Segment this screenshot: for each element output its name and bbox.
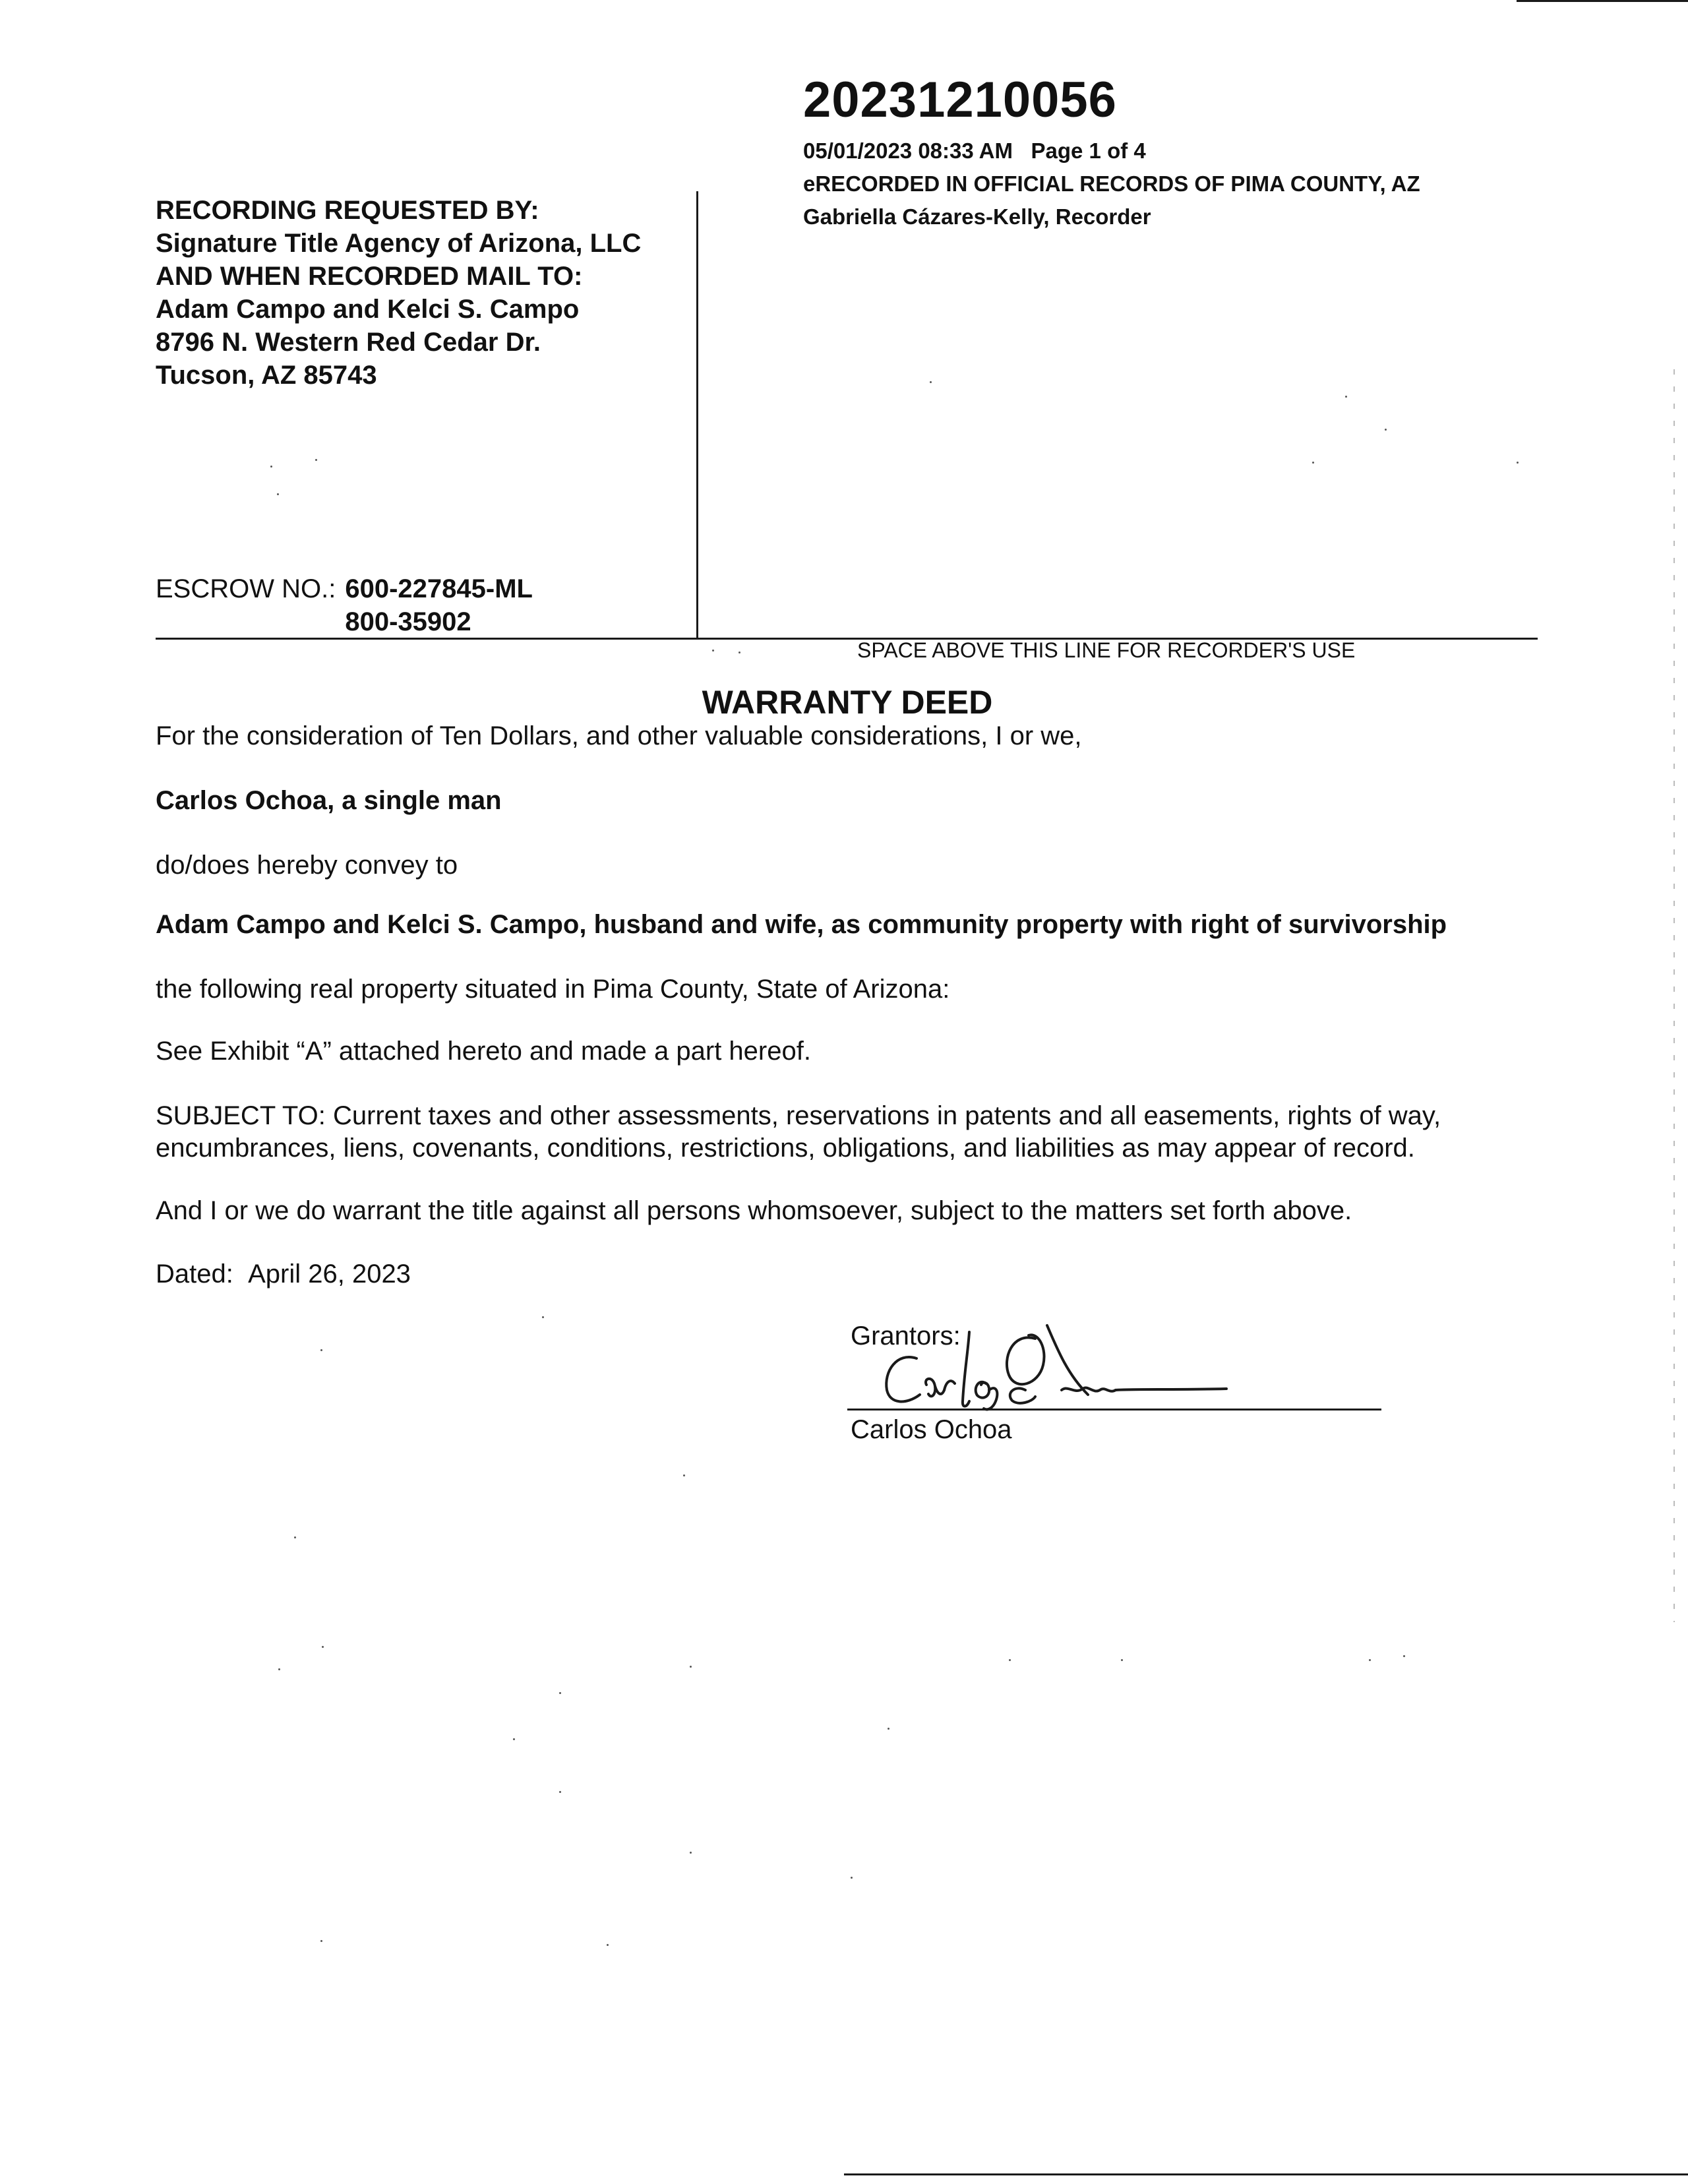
scan-speck <box>1121 1659 1123 1661</box>
scan-speck <box>888 1728 889 1730</box>
warrant-text: And I or we do warrant the title against all persons whomsoever, subject to the matters set forth above. <box>156 1196 1352 1225</box>
escrow-number-2: 800-35902 <box>345 607 471 636</box>
requested-by: Signature Title Agency of Arizona, LLC <box>156 229 642 258</box>
header-divider-vertical <box>696 191 698 638</box>
space-above-note: SPACE ABOVE THIS LINE FOR RECORDER'S USE <box>857 638 1356 662</box>
scan-speck <box>320 1349 322 1351</box>
scan-speck <box>1517 462 1519 464</box>
handwritten-signature <box>870 1312 1279 1424</box>
dated-line <box>156 1259 411 1289</box>
scan-speck <box>1369 1659 1371 1661</box>
property-text: the following real property situated in Pima County, State of Arizona: <box>156 975 950 1004</box>
scan-speck <box>513 1738 515 1740</box>
scan-speck <box>690 1852 692 1854</box>
recorder-name: Gabriella Cázares-Kelly, Recorder <box>803 204 1151 229</box>
mail-to-city: Tucson, AZ 85743 <box>156 361 377 390</box>
scan-speck <box>559 1791 561 1793</box>
scan-speck <box>1312 462 1314 464</box>
scan-edge-marks <box>1673 369 1675 1622</box>
scan-edge-rule-bottom <box>844 2173 1688 2175</box>
dated-label: Dated: <box>156 1259 233 1289</box>
scan-edge-rule-top <box>1517 0 1688 2</box>
scan-speck <box>559 1692 561 1694</box>
scan-speck <box>712 650 714 652</box>
grantor-text: Carlos Ochoa, a single man <box>156 786 502 815</box>
deed-title: WARRANTY DEED <box>702 684 993 721</box>
signature-line <box>847 1409 1381 1410</box>
scan-speck <box>690 1666 692 1668</box>
scan-speck <box>738 652 740 653</box>
escrow-number-1: 600-227845-ML <box>345 574 533 603</box>
recording-date-line <box>803 138 1146 164</box>
scan-speck <box>1345 396 1347 398</box>
grantee-text: Adam Campo and Kelci S. Campo, husband and wife, as community property with right of survivorship <box>156 910 1447 939</box>
scan-speck <box>278 1668 280 1670</box>
scan-speck <box>930 381 932 383</box>
convey-text: do/does hereby convey to <box>156 851 458 880</box>
scan-speck <box>315 459 317 461</box>
mail-to-name: Adam Campo and Kelci S. Campo <box>156 295 580 324</box>
scan-speck <box>320 1940 322 1942</box>
scan-speck <box>542 1316 544 1318</box>
scan-speck <box>270 466 272 468</box>
scan-speck <box>683 1474 685 1476</box>
scan-speck <box>1385 429 1387 431</box>
scan-speck <box>1009 1659 1011 1661</box>
scan-speck <box>277 493 279 495</box>
scan-speck <box>1403 1655 1405 1657</box>
subject-to-text: SUBJECT TO: Current taxes and other assessments, reservations in patents and all easements, rights of way, encumbrances, liens, covenants, conditions, restrictions, obligations, and liabilities as may appear of record. <box>156 1101 1441 1163</box>
consideration-text: For the consideration of Ten Dollars, and other valuable considerations, I or we, <box>156 721 1082 750</box>
exhibit-text: See Exhibit “A” attached hereto and made a part hereof. <box>156 1037 811 1066</box>
scan-speck <box>851 1877 853 1879</box>
recorded-in: eRECORDED IN OFFICIAL RECORDS OF PIMA COUNTY, AZ <box>803 171 1420 196</box>
mail-to-label: AND WHEN RECORDED MAIL TO: <box>156 262 583 291</box>
signer-name: Carlos Ochoa <box>851 1415 1012 1444</box>
grantors-label: Grantors: <box>851 1321 961 1350</box>
recording-datetime: 05/01/2023 08:33 AM <box>803 138 1013 163</box>
escrow-block <box>156 572 533 638</box>
scan-speck <box>607 1944 609 1946</box>
document-number: 20231210056 <box>803 72 1117 128</box>
scan-speck <box>322 1646 324 1648</box>
escrow-label: ESCROW NO.: <box>156 574 336 603</box>
mail-to-street: 8796 N. Western Red Cedar Dr. <box>156 328 541 357</box>
page-info: Page 1 of 4 <box>1031 138 1146 163</box>
requested-by-label: RECORDING REQUESTED BY: <box>156 196 539 225</box>
dated-value: April 26, 2023 <box>248 1259 411 1289</box>
scan-speck <box>294 1536 296 1538</box>
